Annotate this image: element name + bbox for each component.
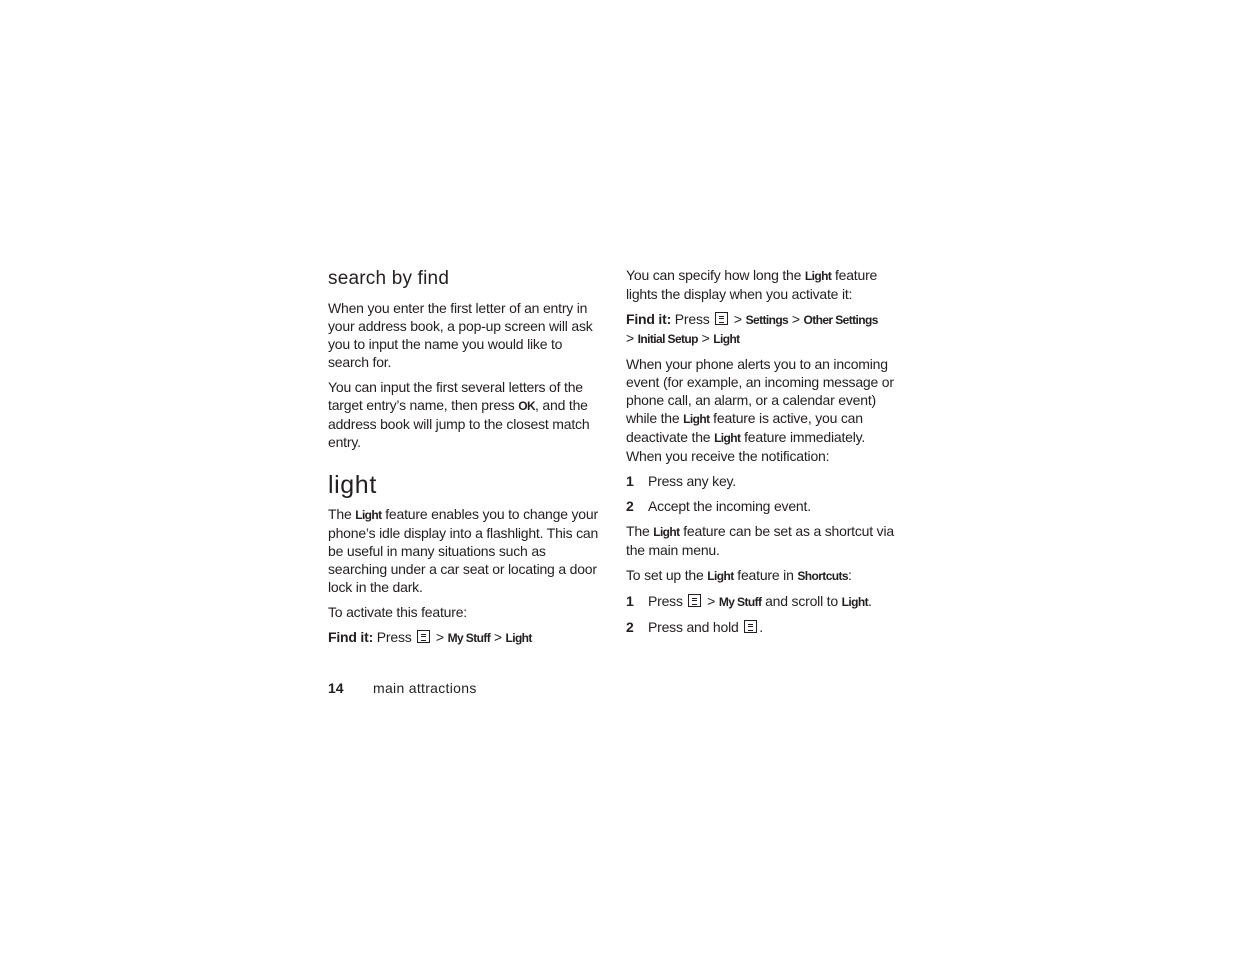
text: The [626, 523, 654, 539]
step-text: Press any key. [648, 473, 736, 489]
text: and scroll to [761, 593, 842, 609]
menu-item-other-settings: Other Settings [803, 313, 878, 327]
menu-item-my-stuff: My Stuff [447, 631, 491, 645]
text: feature can be set as a shortcut via the main menu. [626, 523, 894, 558]
menu-item-my-stuff: My Stuff [718, 595, 762, 609]
text: : [847, 567, 852, 583]
text: > [490, 629, 506, 645]
find-it-label: Find it: [626, 311, 672, 327]
light-feature-label: Light [683, 412, 710, 426]
text: . [759, 619, 763, 635]
text: Press [373, 629, 416, 645]
menu-item-initial-setup: Initial Setup [637, 332, 698, 346]
right-paragraph-4 [626, 566, 898, 585]
step-text: Accept the incoming event. [648, 498, 811, 514]
light-feature-label: Light [653, 525, 680, 539]
text: > [788, 311, 804, 327]
light-paragraph-2: To activate this feature: [328, 604, 467, 620]
text: > [432, 629, 448, 645]
text: > [703, 593, 719, 609]
find-it-label: Find it: [328, 629, 374, 645]
step-number: 1 [626, 473, 634, 489]
find-it-path-left [328, 628, 600, 647]
step-number: 2 [626, 498, 634, 514]
text: Press [648, 593, 687, 609]
menu-key-icon [715, 312, 728, 325]
text: feature in [733, 567, 798, 583]
menu-item-settings: Settings [745, 313, 789, 327]
light-heading: light [328, 471, 377, 499]
text: Press and hold [648, 619, 743, 635]
text: To set up the [626, 567, 708, 583]
text: You can input the first several letters of the target entry’s name, then press [328, 379, 583, 413]
menu-key-icon [417, 630, 430, 643]
text: . [867, 593, 872, 609]
ok-key-label: OK [518, 399, 536, 413]
menu-item-light: Light [505, 631, 532, 645]
text: Press [671, 311, 714, 327]
shortcuts-label: Shortcuts [797, 569, 848, 583]
text: > [697, 330, 714, 346]
section-title: main attractions [373, 680, 477, 696]
right-paragraph-3 [626, 522, 898, 559]
search-paragraph-2 [328, 378, 600, 451]
text: When your phone alerts you to an incoming event (for example, an incoming message or phone call, an alarm, or a calendar event) while the [626, 356, 894, 426]
text: feature is active, you can deactivate the [626, 410, 863, 445]
page-footer [328, 679, 477, 697]
step-text [648, 618, 763, 636]
left-column [328, 266, 600, 654]
step-text [648, 592, 872, 611]
menu-item-light: Light [713, 332, 740, 346]
light-feature-label: Light [707, 569, 734, 583]
text: feature immediately. When you receive the notification: [626, 429, 866, 464]
menu-item-light: Light [841, 595, 868, 609]
step-item [626, 497, 898, 515]
text: The [328, 506, 356, 522]
step-item [626, 472, 898, 490]
text: You can specify how long the [626, 267, 805, 283]
text: > [626, 330, 638, 346]
search-by-find-heading: search by find [328, 268, 450, 289]
right-paragraph-2 [626, 355, 898, 465]
find-it-path-right [626, 310, 898, 348]
step-item [626, 618, 898, 636]
menu-key-icon [744, 620, 757, 633]
text: > [730, 311, 746, 327]
right-column [626, 266, 898, 643]
text: , and the address book will jump to the closest match entry. [328, 397, 590, 450]
step-number: 1 [626, 593, 634, 609]
light-feature-label: Light [804, 269, 832, 283]
text: feature lights the display when you activate it: [626, 267, 878, 302]
light-feature-label: Light [714, 431, 741, 445]
page-number: 14 [328, 680, 344, 696]
light-paragraph-1 [328, 505, 600, 596]
right-paragraph-1 [626, 266, 898, 303]
menu-key-icon [688, 594, 701, 607]
text: feature enables you to change your phone’s idle display into a flashlight. This can be useful in many situations such as searching under a car seat or locating a door lock in the dark. [328, 506, 599, 595]
search-paragraph-1: When you enter the first letter of an entry in your address book, a pop-up screen will ask you to input the name you would like to search for. [328, 300, 593, 370]
step-number: 2 [626, 619, 634, 635]
light-feature-label: Light [355, 508, 382, 522]
step-item [626, 592, 898, 611]
